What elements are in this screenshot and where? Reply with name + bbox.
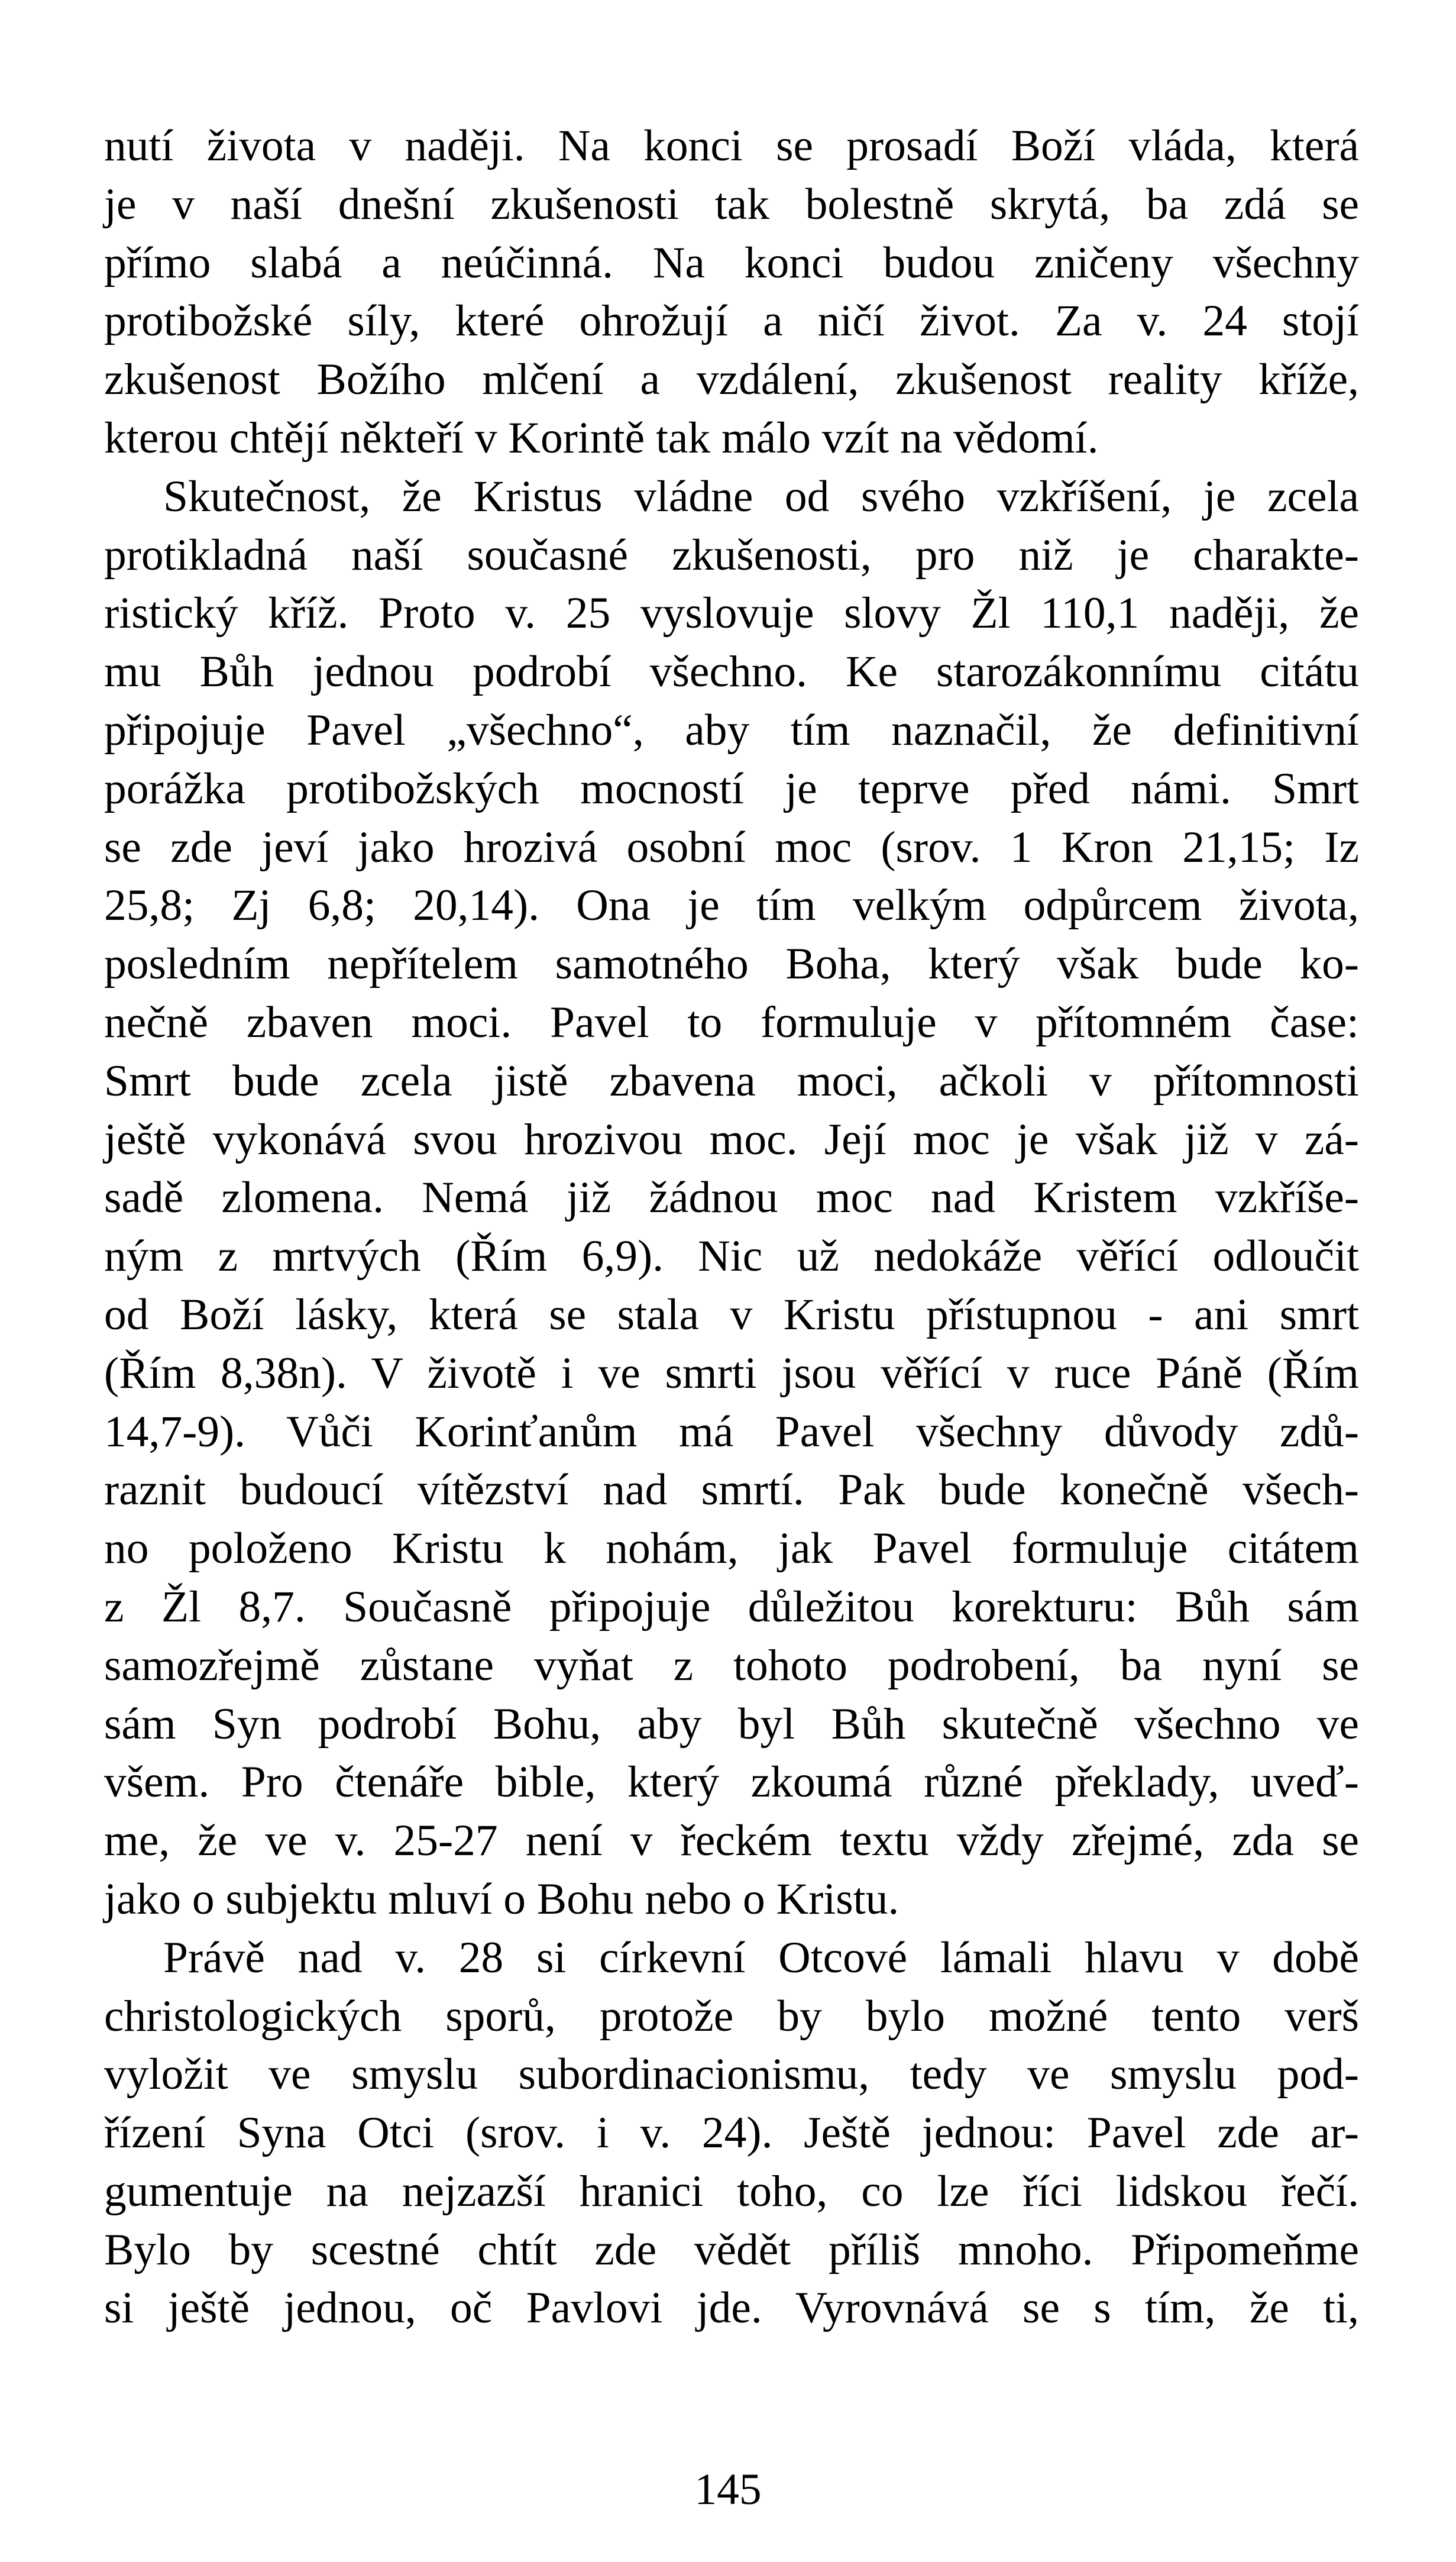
text-line: od Boží lásky, která se stala v Kristu přístupnou - ani smrt <box>104 1290 1359 1339</box>
text-line: vyložit ve smyslu subordinacionismu, tedy ve smyslu pod- <box>104 2050 1359 2099</box>
page-number: 145 <box>694 2465 762 2514</box>
text-line: sám Syn podrobí Bohu, aby byl Bůh skutečně všechno ve <box>104 1699 1359 1749</box>
text-line: Smrt bude zcela jistě zbavena moci, ačkoli v přítomnosti <box>104 1056 1359 1106</box>
text-line: jako o subjektu mluví o Bohu nebo o Kristu. <box>104 1874 900 1924</box>
text-line: protibožské síly, které ohrožují a ničí život. Za v. 24 stojí <box>104 296 1359 346</box>
text-line: gumentuje na nejzazší hranici toho, co lze říci lidskou řečí. <box>104 2166 1359 2216</box>
text-line: ným z mrtvých (Řím 6,9). Nic už nedokáže věřící odloučit <box>104 1232 1359 1281</box>
text-line: Skutečnost, že Kristus vládne od svého vzkříšení, je zcela <box>163 471 1359 521</box>
text-line: porážka protibožských mocností je teprve před námi. Smrt <box>104 764 1359 813</box>
text-line: 25,8; Zj 6,8; 20,14). Ona je tím velkým odpůrcem života, <box>104 881 1359 931</box>
text-line: přímo slabá a neúčinná. Na konci budou zničeny všechny <box>104 238 1359 287</box>
text-line: samozřejmě zůstane vyňat z tohoto podrobení, ba nyní se <box>104 1640 1359 1690</box>
text-line: řízení Syna Otci (srov. i v. 24). Ještě jednou: Pavel zde ar- <box>104 2108 1359 2158</box>
body-text <box>104 117 1359 2338</box>
text-line: ještě vykonává svou hrozivou moc. Její moc je však již v zá- <box>104 1114 1359 1164</box>
text-line: nutí života v naději. Na konci se prosadí Boží vláda, která <box>104 121 1359 170</box>
text-line: posledním nepřítelem samotného Boha, který však bude ko- <box>104 939 1359 989</box>
text-line: no položeno Kristu k nohám, jak Pavel formuluje citátem <box>104 1524 1359 1574</box>
text-line: si ještě jednou, oč Pavlovi jde. Vyrovnává se s tím, že ti, <box>104 2283 1359 2333</box>
text-line: nečně zbaven moci. Pavel to formuluje v přítomném čase: <box>104 997 1359 1047</box>
text-line: raznit budoucí vítězství nad smrtí. Pak bude konečně všech- <box>104 1465 1359 1515</box>
text-line: (Řím 8,38n). V životě i ve smrti jsou věřící v ruce Páně (Řím <box>104 1348 1359 1398</box>
text-line: připojuje Pavel „všechno“, aby tím naznačil, že definitivní <box>104 705 1359 755</box>
text-line: me, že ve v. 25-27 není v řeckém textu vždy zřejmé, zda se <box>104 1816 1359 1866</box>
text-line: ristický kříž. Proto v. 25 vyslovuje slovy Žl 110,1 naději, že <box>104 589 1359 638</box>
text-line: mu Bůh jednou podrobí všechno. Ke starozákonnímu citátu <box>104 647 1359 697</box>
text-line: zkušenost Božího mlčení a vzdálení, zkušenost reality kříže, <box>104 355 1359 405</box>
text-line: Bylo by scestné chtít zde vědět příliš mnoho. Připomeňme <box>104 2225 1359 2275</box>
text-line: sadě zlomena. Nemá již žádnou moc nad Kristem vzkříše- <box>104 1173 1359 1223</box>
text-line: je v naší dnešní zkušenosti tak bolestně skrytá, ba zdá se <box>104 179 1359 229</box>
text-line: se zde jeví jako hrozivá osobní moc (srov. 1 Kron 21,15; Iz <box>104 822 1359 872</box>
text-line: protikladná naší současné zkušenosti, pro niž je charakte- <box>104 530 1359 580</box>
text-line: christologických sporů, protože by bylo možné tento verš <box>104 1991 1359 2041</box>
text-line: všem. Pro čtenáře bible, který zkoumá různé překlady, uveď- <box>104 1757 1359 1807</box>
text-line: 14,7-9). Vůči Korinťanům má Pavel všechny důvody zdů- <box>104 1407 1359 1456</box>
text-line: kterou chtějí někteří v Korintě tak málo vzít na vědomí. <box>104 413 1099 463</box>
text-line: z Žl 8,7. Současně připojuje důležitou korekturu: Bůh sám <box>104 1582 1359 1631</box>
text-line: Právě nad v. 28 si církevní Otcové lámali hlavu v době <box>163 1933 1359 1982</box>
